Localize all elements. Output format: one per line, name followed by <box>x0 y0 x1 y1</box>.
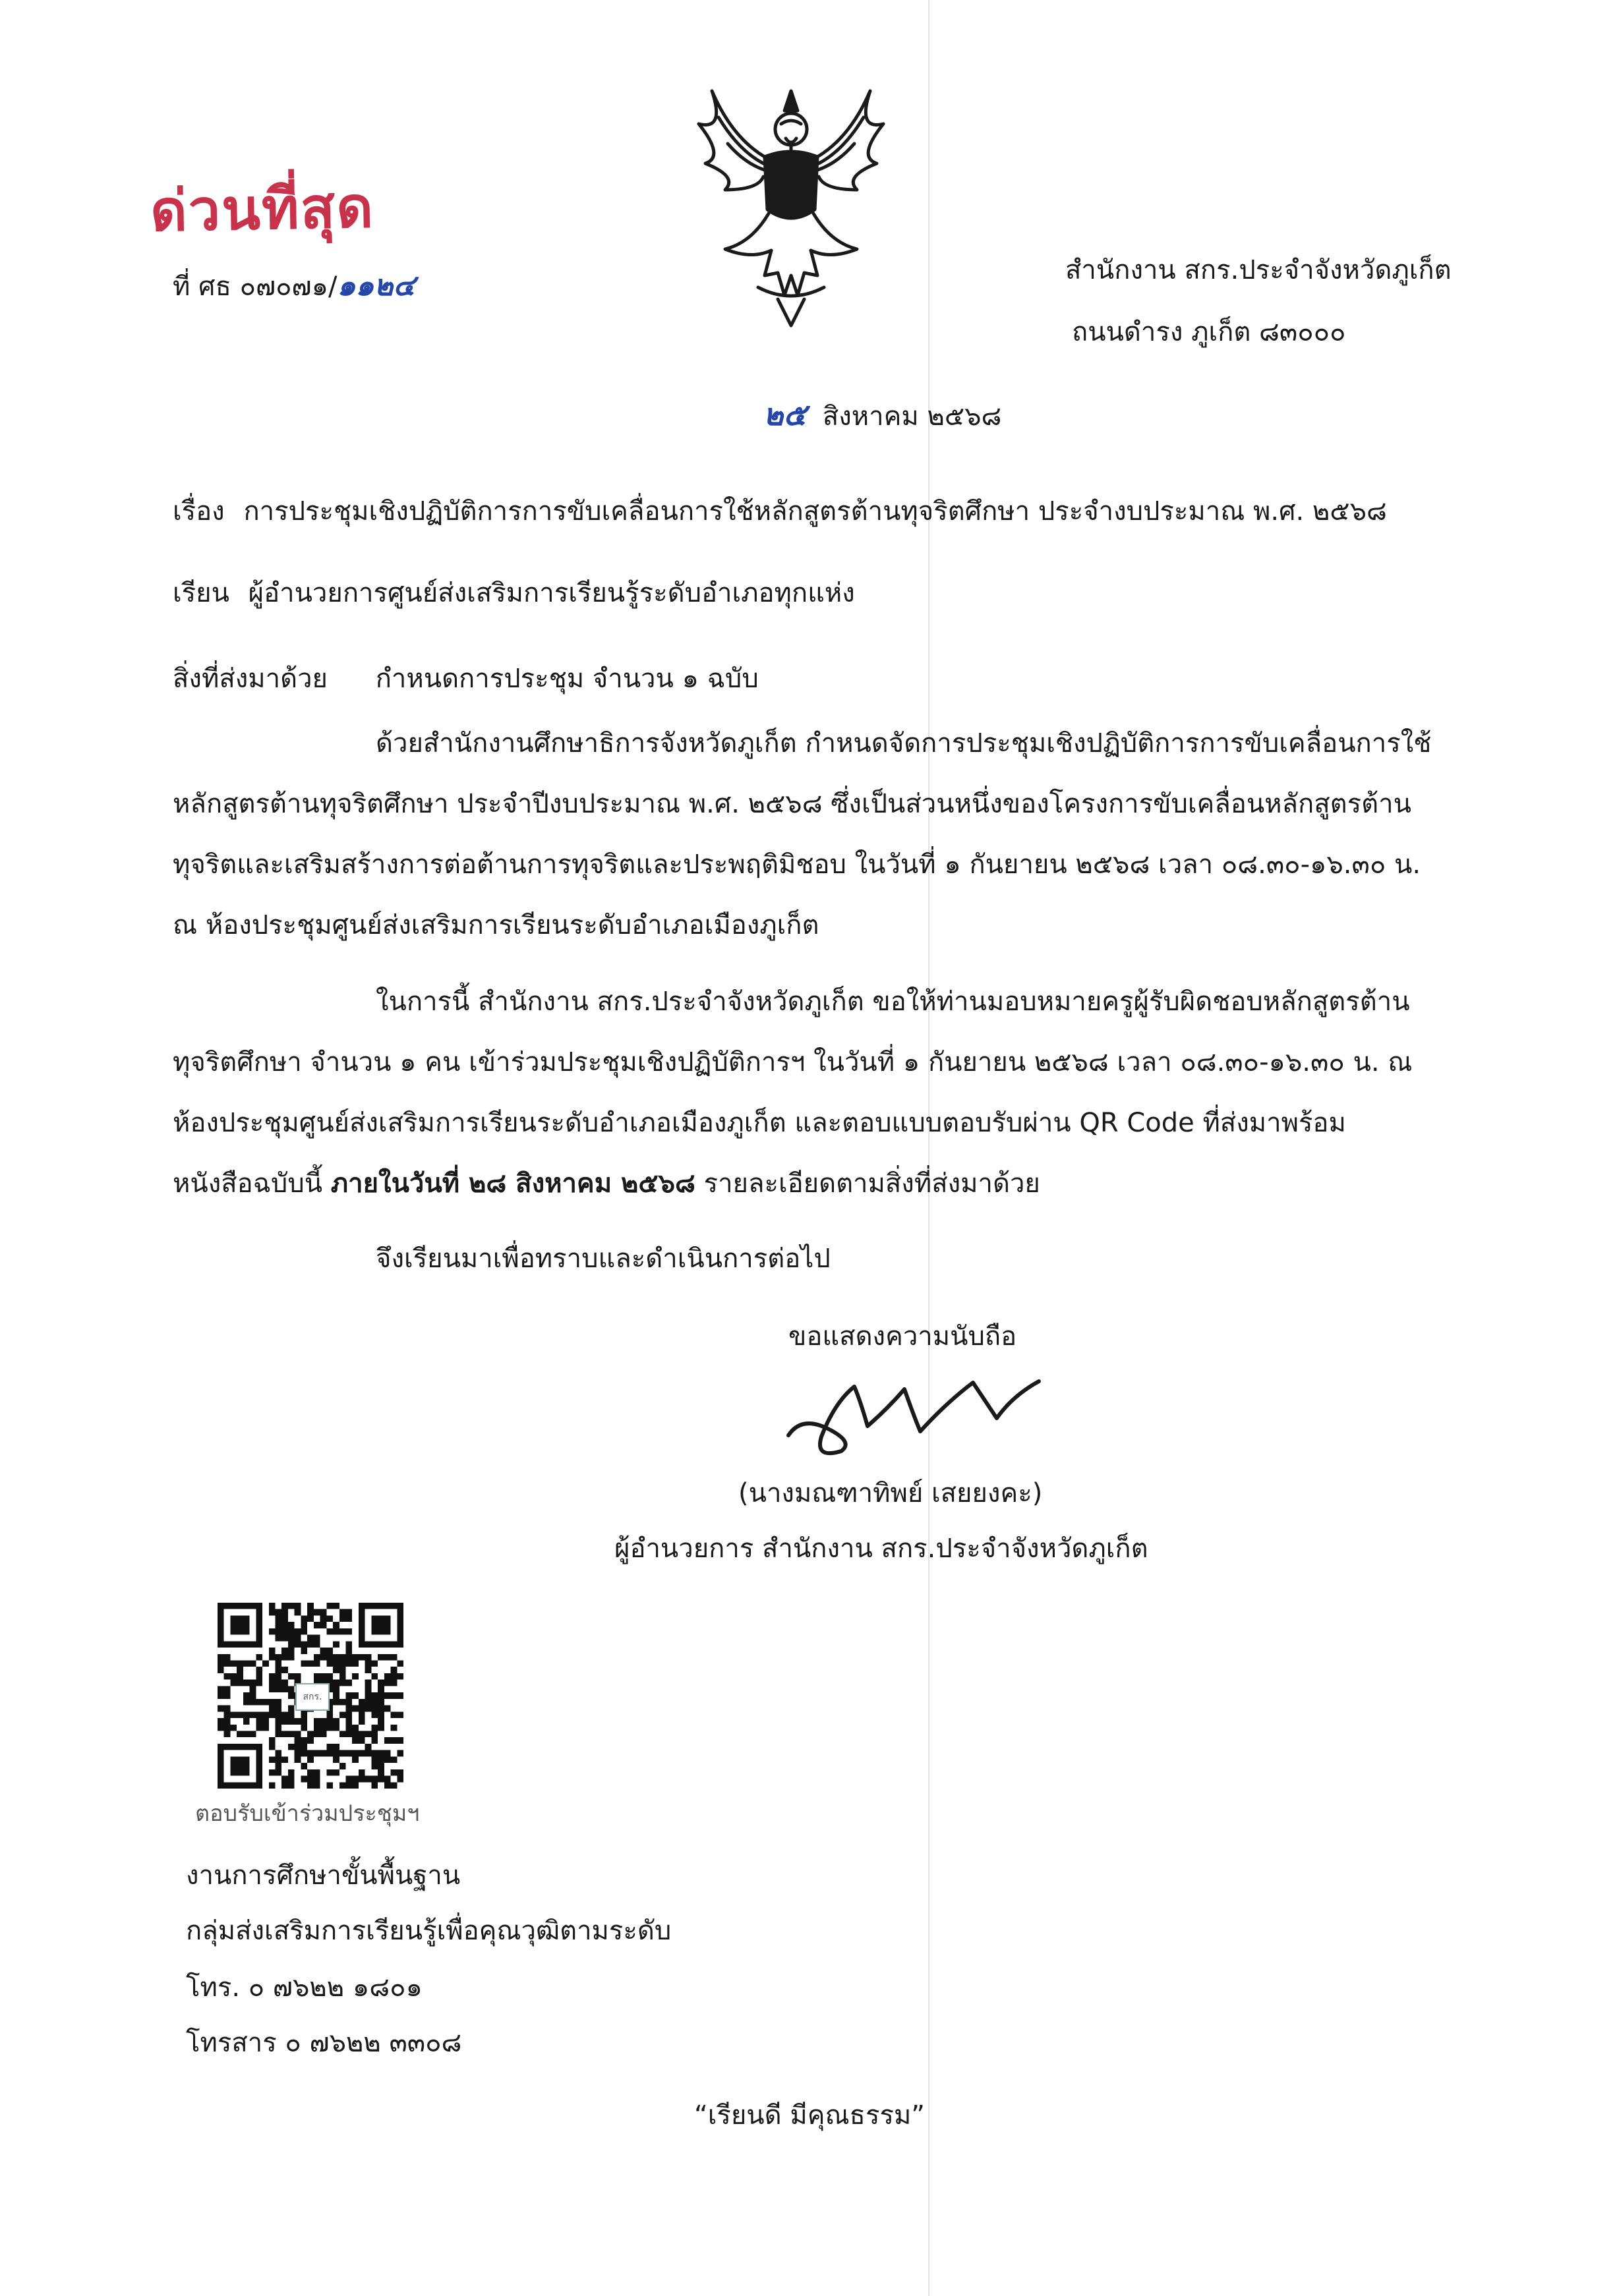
deadline-post: รายละเอียดตามสิ่งที่ส่งมาด้วย <box>695 1168 1040 1199</box>
qr-code[interactable] <box>218 1603 403 1789</box>
deadline-bold: ภายในวันที่ ๒๘ สิงหาคม ๒๕๖๘ <box>330 1168 695 1199</box>
reference-handwritten: ๑๑๒๔ <box>337 269 415 302</box>
addressee-label: เรียน <box>173 578 229 608</box>
sender-address: ถนนดำรง ภูเก็ต ๘๓๐๐๐ <box>1072 317 1346 347</box>
paragraph1-line: หลักสูตรต้านทุจริตศึกษา ประจำปีงบประมาณ พ.ศ. ๒๕๖๘ ซึ่งเป็นส่วนหนึ่งของโครงการขับเคลื่อนหลักสูตรต้าน <box>173 789 1411 819</box>
motto: “เรียนดี มีคุณธรรม” <box>693 2100 926 2131</box>
subject-line <box>173 498 1387 525</box>
salutation: ขอแสดงความนับถือ <box>788 1321 1017 1352</box>
signatory-name: (นางมณฑาทิพย์ เสยยงคะ) <box>738 1478 1043 1508</box>
reference-number <box>173 269 415 302</box>
subject-label: เรื่อง <box>173 496 225 527</box>
paragraph2-line: ทุจริตศึกษา จำนวน ๑ คน เข้าร่วมประชุมเชิงปฏิบัติการฯ ในวันที่ ๑ กันยายน ๒๕๖๘ เวลา ๐๘.๓๐-๑๖.๓๐ น. ณ <box>173 1047 1413 1077</box>
qr-center-logo: สกร. <box>295 1683 330 1711</box>
sender-office: สำนักงาน สกร.ประจำจังหวัดภูเก็ต <box>1065 255 1452 285</box>
contact-fax: โทรสาร ๐ ๗๖๒๒ ๓๓๐๘ <box>186 2028 462 2058</box>
letter-date <box>763 399 1001 430</box>
contact-group: กลุ่มส่งเสริมการเรียนรู้เพื่อคุณวุฒิตามระดับ <box>186 1916 672 1946</box>
paragraph1-line: ด้วยสำนักงานศึกษาธิการจังหวัดภูเก็ต กำหนดจัดการประชุมเชิงปฏิบัติการการขับเคลื่อนการใช้ <box>376 728 1432 759</box>
addressee-text: ผู้อำนวยการศูนย์ส่งเสริมการเรียนรู้ระดับอำเภอทุกแห่ง <box>248 578 855 608</box>
contact-phone: โทร. ๐ ๗๖๒๒ ๑๘๐๑ <box>186 1972 423 2003</box>
urgency-stamp: ด่วนที่สุด <box>150 175 375 244</box>
enclosure-line <box>173 666 759 692</box>
paragraph1-line: ณ ห้องประชุมศูนย์ส่งเสริมการเรียนระดับอำเภอเมืองภูเก็ต <box>173 910 819 940</box>
subject-text: การประชุมเชิงปฏิบัติการการขับเคลื่อนการใช้หลักสูตรต้านทุจริตศึกษา ประจำงบประมาณ พ.ศ. ๒๕๖๘ <box>243 496 1387 527</box>
signatory-position: ผู้อำนวยการ สำนักงาน สกร.ประจำจังหวัดภูเก็ต <box>614 1534 1148 1564</box>
garuda-emblem-icon <box>686 78 897 328</box>
date-day-handwritten: ๒๕ <box>763 397 807 432</box>
date-month-year: สิงหาคม ๒๕๖๘ <box>822 401 1002 432</box>
enclosure-label: สิ่งที่ส่งมาด้วย <box>173 664 328 694</box>
reference-printed: ที่ ศธ ๐๗๐๗๑/ <box>173 272 338 302</box>
addressee-line <box>173 580 855 606</box>
deadline-pre: หนังสือฉบับนี้ <box>173 1168 331 1199</box>
enclosure-text: กำหนดการประชุม จำนวน ๑ ฉบับ <box>375 664 759 694</box>
paper-fold-line <box>928 0 929 2296</box>
paragraph1-line: ทุจริตและเสริมสร้างการต่อต้านการทุจริตและประพฤติมิชอบ ในวันที่ ๑ กันยายน ๒๕๖๘ เวลา ๐๘.๓๐-๑๖.๓๐ น. <box>173 849 1421 880</box>
paragraph2-line: ห้องประชุมศูนย์ส่งเสริมการเรียนระดับอำเภอเมืองภูเก็ต และตอบแบบตอบรับผ่าน QR Code ที่ส่งมาพร้อม <box>173 1108 1346 1138</box>
qr-caption: ตอบรับเข้าร่วมประชุมฯ <box>195 1800 420 1827</box>
signature-image <box>775 1363 1052 1462</box>
contact-unit: งานการศึกษาขั้นพื้นฐาน <box>186 1860 461 1891</box>
paragraph2-line: ในการนี้ สำนักงาน สกร.ประจำจังหวัดภูเก็ต ขอให้ท่านมอบหมายครูผู้รับผิดชอบหลักสูตรต้าน <box>376 987 1410 1017</box>
paragraph2-last-line <box>173 1170 1040 1197</box>
closing-request: จึงเรียนมาเพื่อทราบและดำเนินการต่อไป <box>376 1244 831 1274</box>
